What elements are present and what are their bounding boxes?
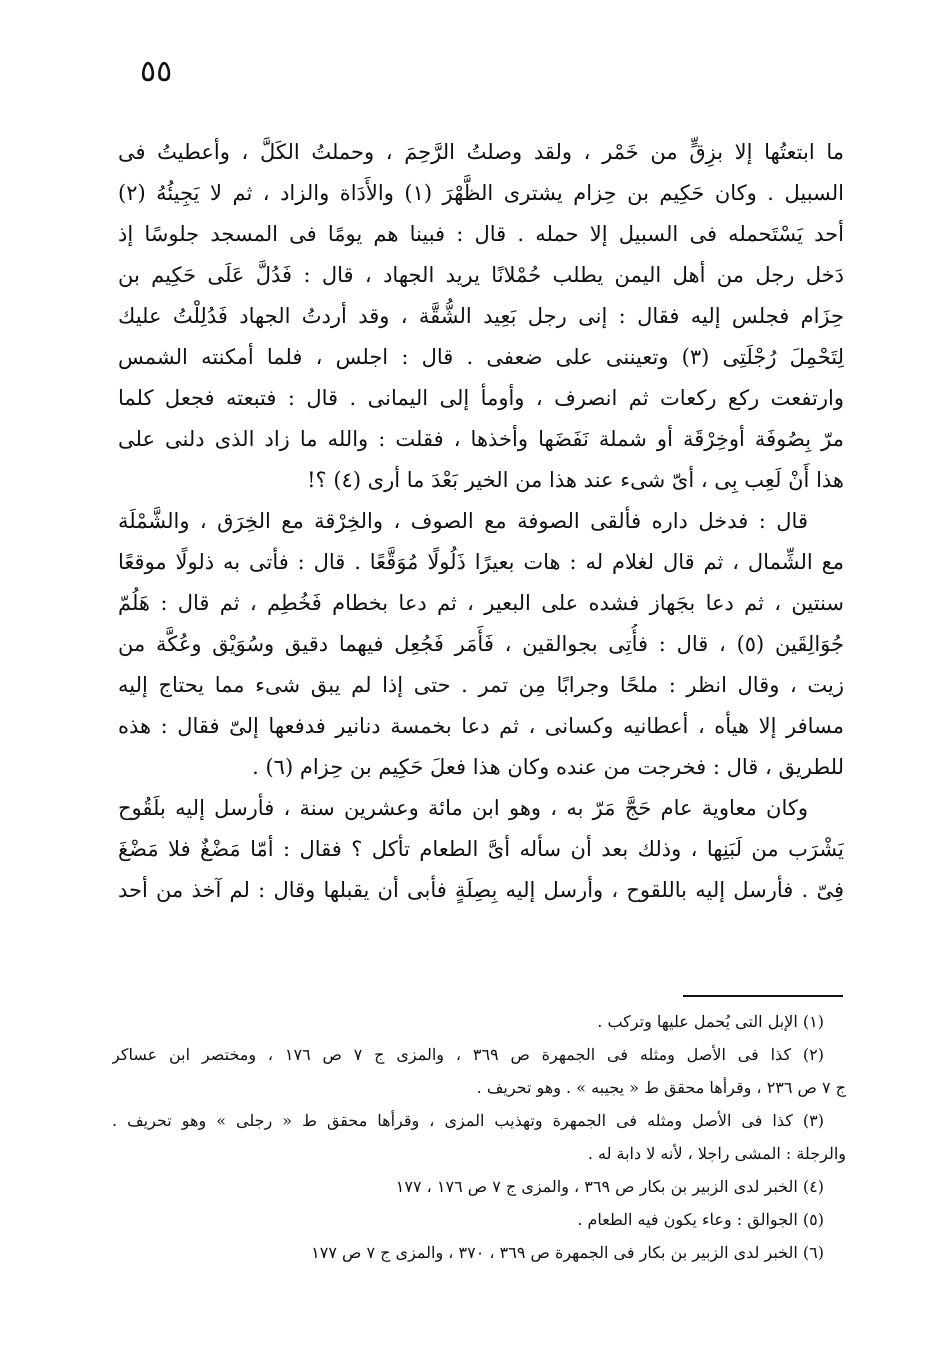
paragraph-last-line: هذا أَنْ لَعِب بِى ، أىّ شىء عند هذا من الخير بَعْدَ ما أرى (٤) ؟! [307, 468, 844, 492]
paragraph-first-line: وكان معاوية عام حَجَّ مَرّ به ، وهو ابن مائة وعشرين سنة ، فأرسل إليه بلَقُوح [118, 796, 808, 820]
text-line: يَشْرَب من لَبَنِها ، وذلك بعد أن سأله أىَّ الطعام تأكل ؟ فقال : أمّا مَضْغٌ فلا مَضْغَ [118, 837, 844, 861]
footnote-separator [683, 995, 843, 997]
text-line: لِتَحْمِلَ رُجْلَتِى (٣) وتعيننى على ضعفى . قال : اجلس ، فلما أمكنته الشمس [118, 345, 844, 369]
text-line: جُوَالِقَين (٥) ، قال : فأُتِى بجوالقين ، فَأَمَر فَجُعِل فيهما دقيق وسُوَيْق وعُكَّة من [118, 632, 844, 656]
text-line: مسافر إلا هيأه ، أعطانيه وكسانى ، ثم دعا بخمسة دنانير فدفعها إلىّ فقال : هذه [118, 714, 844, 738]
text-line: مرّ بِصُوفَة أوخِرْقَة أو شملة نَفَضَها وأخذها ، فقلت : والله ما زاد الذى دلنى على [118, 427, 844, 451]
text-line: وارتفعت ركع ركعات ثم انصرف ، وأومأ إلى اليمانى . قال : فتبعته فجعل كلما [118, 386, 844, 410]
paragraph-first-line: قال : فدخل داره فألقى الصوفة مع الصوف ، والخِرْقة مع الخِرَق ، والشَّمْلَة [118, 509, 808, 533]
footnote: (١) الإبل التى يُحمل عليها وتركب . [597, 1012, 824, 1031]
text-line: سنتين ، ثم دعا بجَهاز فشده على البعير ، ثم دعا بخطام فَخُطِم ، ثم قال : هَلُمّ [118, 591, 844, 615]
main-text [118, 132, 844, 911]
footnote: (٣) كذا فى الأصل ومثله فى الجمهرة وتهذيب المزى ، وقرأها محقق ط « رجلى » وهو تحريف . [112, 1111, 824, 1130]
footnote-continuation: ج ٧ ص ٢٣٦ ، وقرأها محقق ط « يجيبه » . وهو تحريف . [476, 1078, 846, 1097]
page-number: ٥٥ [140, 54, 173, 89]
paragraph-last-line: للطريق ، قال : فخرجت من عنده وكان هذا فعلَ حَكِيم بن حِزام (٦) . [252, 755, 844, 779]
text-line: دَخل رجل من أهل اليمن يطلب حُمْلانًا يريد الجهاد ، قال : فَدُلَّ عَلَى حَكِيم بن [118, 263, 844, 287]
text-line: أحد يَسْتَحمله فى السبيل إلا حمله . قال : فبينا هم يومًا فى المسجد جلوسًا إذ [118, 222, 844, 246]
text-line: مع الشِّمال ، ثم قال لغلام له : هات بعيرًا ذَلُولًا مُوَقَّعًا . قال : فأتى به ذلولًا موقعًا [118, 550, 844, 574]
footnotes [112, 1005, 846, 1269]
footnote: (٤) الخبر لدى الزبير بن بكار ص ٣٦٩ ، والمزى ج ٧ ص ١٧٦ ، ١٧٧ [395, 1177, 824, 1196]
footnote: (٥) الجوالق : وعاء يكون فيه الطعام . [577, 1210, 824, 1229]
text-line: ما ابتعتُها إلا بزِقٍّ من خَمْر ، ولقد وصلتُ الرَّحِمَ ، وحملتُ الكَلَّ ، وأعطيتُ فى [118, 140, 844, 164]
text-line: السبيل . وكان حَكِيم بن حِزام يشترى الظَّهْرَ (١) والأَدَاة والزاد ، ثم لا يَجِيئُهُ (٢) [118, 181, 844, 205]
text-line: فِىّ . فأرسل إليه باللقوح ، وأرسل إليه بِصِلَةٍ فأبى أن يقبلها وقال : لم آخذ من أحد [118, 878, 844, 902]
footnote: (٢) كذا فى الأصل ومثله فى الجمهرة ص ٣٦٩ ، والمزى ج ٧ ص ١٧٦ ، ومختصر ابن عساكر [112, 1045, 824, 1064]
footnote: (٦) الخبر لدى الزبير بن بكار فى الجمهرة ص ٣٦٩ ، ٣٧٠ ، والمزى ج ٧ ص ١٧٧ [311, 1243, 824, 1262]
text-line: حِزَام فجلس إليه فقال : إنى رجل بَعِيد الشُّقَّة ، وقد أردتُ الجهاد فَدُلِلْتُ عليك [118, 304, 844, 328]
footnote-continuation: والرجلة : المشى راجلا ، لأنه لا دابة له . [587, 1144, 846, 1163]
text-line: زيت ، وقال انظر : ملحًا وجرابًا مِن تمر . حتى إذا لم يبق شىء مما يحتاج إليه [118, 673, 844, 697]
